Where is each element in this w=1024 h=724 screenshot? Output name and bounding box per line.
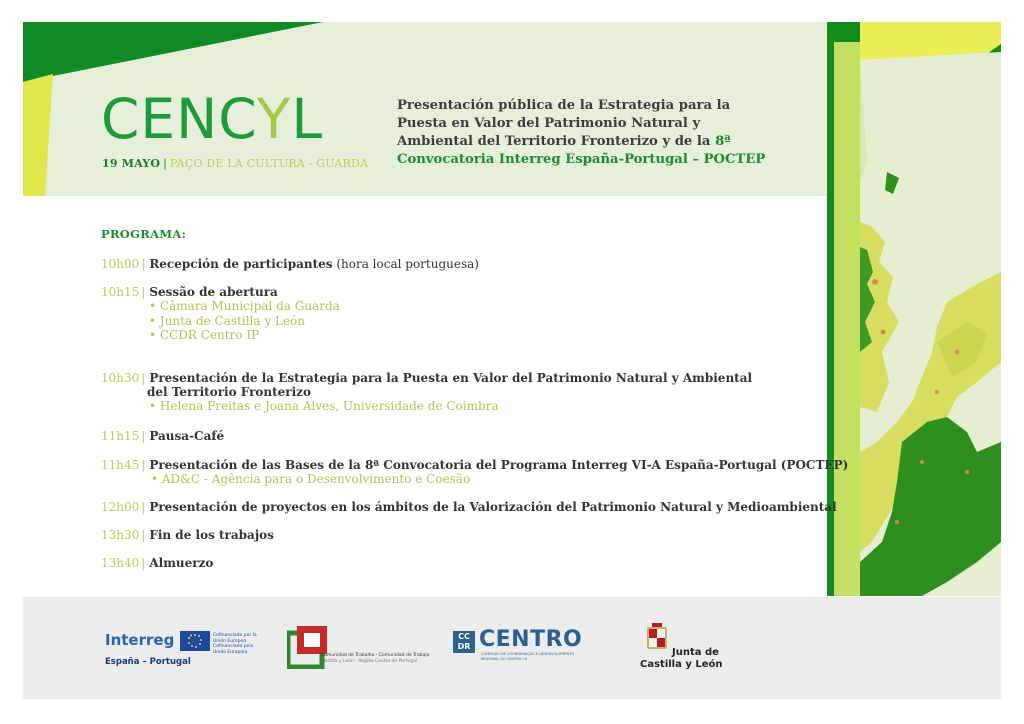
map-panel (827, 22, 1001, 596)
title-green: 8ª Convocatoria Interreg España-Portugal – POCTEP (397, 134, 766, 167)
jcyl-line2: Castilla y León (640, 659, 723, 670)
item-bar-icon: | (141, 458, 146, 472)
item-label: Pausa-Café (149, 429, 225, 443)
event-date: 19 MAYO (102, 157, 161, 170)
ccdr-centro-logo (453, 627, 603, 671)
item-time: 13h40 (101, 556, 140, 570)
item-sub: • Junta de Castilla y León (149, 313, 305, 328)
eu-flag-icon (180, 631, 210, 651)
eu-stars-icon (180, 631, 210, 651)
item-label: Presentación de la Estrategia para la Puesta en Valor del Patrimonio Natural y Ambiental (149, 371, 753, 385)
item-label: Almuerzo (149, 556, 214, 570)
item-time: 11h45 (101, 458, 140, 472)
eu-cofinance-text: Cofinanciado por la Unión Europea Cofinanciado pela União Europeia (213, 633, 257, 655)
item-bar-icon: | (141, 429, 146, 443)
interreg-word: Interreg (105, 631, 175, 649)
item-label: Fin de los trabajos (149, 528, 274, 542)
programme-sheet (23, 22, 1001, 699)
programme-item-1200 (101, 500, 837, 514)
programme-item-1015 (101, 285, 340, 343)
dark-green-triangle (23, 22, 323, 82)
item-sub: • Helena Freitas e Joana Alves, Universidade de Coimbra (149, 399, 499, 413)
territory-map (827, 22, 1001, 596)
item-label: Presentación de las Bases de la 8ª Convocatoria del Programa Interreg VI-A España-Portugal (POCTEP) (149, 458, 849, 472)
event-date-venue (102, 157, 368, 170)
item-time: 11h15 (101, 429, 140, 443)
item-time: 10h30 (101, 371, 140, 385)
interreg-logo (105, 631, 255, 671)
item-bar-icon: | (141, 528, 146, 542)
event-title (397, 97, 777, 169)
item-label: Presentación de proyectos en los ámbitos de la Valorización del Patrimonio Natural y Medioambiental (149, 500, 837, 514)
item-bar-icon: | (141, 371, 146, 385)
jcyl-logo (640, 623, 730, 673)
programme-item-1340 (101, 556, 213, 570)
title-dark: Presentación pública de la Estrategia para la Puesta en Valor del Patrimonio Natural y Ambiental del Territorio Fronterizo y de la (397, 98, 731, 149)
item-sub: • AD&C - Agência para o Desenvolvimento e Coesão (151, 472, 471, 486)
item-label-line2: del Territorio Fronterizo (147, 385, 311, 399)
item-label: Recepción de participantes (149, 257, 333, 271)
item-time: 12h00 (101, 500, 140, 514)
partners-footer (23, 597, 1001, 699)
programme-item-1330 (101, 528, 274, 542)
cencyl-logo (101, 87, 323, 151)
ct-text-1: Comunidad de Trabalho - Comunidad de Trabajo (321, 653, 430, 658)
interreg-region: España – Portugal (105, 657, 191, 667)
jcyl-line1: Junta de (672, 647, 719, 658)
item-bar-icon: | (141, 257, 146, 271)
logo-text-main: CENC (101, 87, 257, 151)
item-sub: • CCDR Centro IP (149, 328, 260, 342)
centro-subtitle: COMISSÃO DE COORDENAÇÃO E DESENVOLVIMENTO REGIONAL DO CENTRO I.P. (481, 652, 574, 661)
programme-item-1115 (101, 429, 224, 443)
centro-word: CENTRO (479, 627, 583, 652)
programme-item-1030 (101, 371, 752, 414)
item-time: 10h00 (101, 257, 140, 271)
programme-item-1000 (101, 257, 479, 271)
comunidad-trabajo-logo (287, 625, 430, 673)
programme-section (101, 227, 849, 570)
item-sub: • Câmara Municipal da Guarda (149, 299, 340, 313)
logo-text-y: Y (256, 87, 292, 151)
item-time: 10h15 (101, 285, 140, 299)
event-venue: PAÇO DE LA CULTURA - GUARDA (170, 157, 369, 170)
coat-of-arms-icon (646, 623, 668, 651)
ct-text-2: Castilla y León - Região Centro de Portugal (321, 659, 418, 664)
item-bar-icon: | (141, 285, 146, 299)
item-label: Sessão de abertura (149, 285, 278, 299)
item-bar-icon: | (141, 556, 146, 570)
programme-heading: PROGRAMA: (101, 227, 187, 241)
yellow-wedge (23, 74, 53, 196)
item-note: (hora local portuguesa) (332, 257, 479, 271)
ccdr-badge: CC DR (453, 631, 475, 653)
logo-text-end: L (291, 87, 323, 151)
programme-item-1145 (101, 458, 848, 487)
item-bar-icon: | (141, 500, 146, 514)
header-band (23, 22, 827, 196)
item-time: 13h30 (101, 528, 140, 542)
date-separator: | (163, 157, 168, 170)
